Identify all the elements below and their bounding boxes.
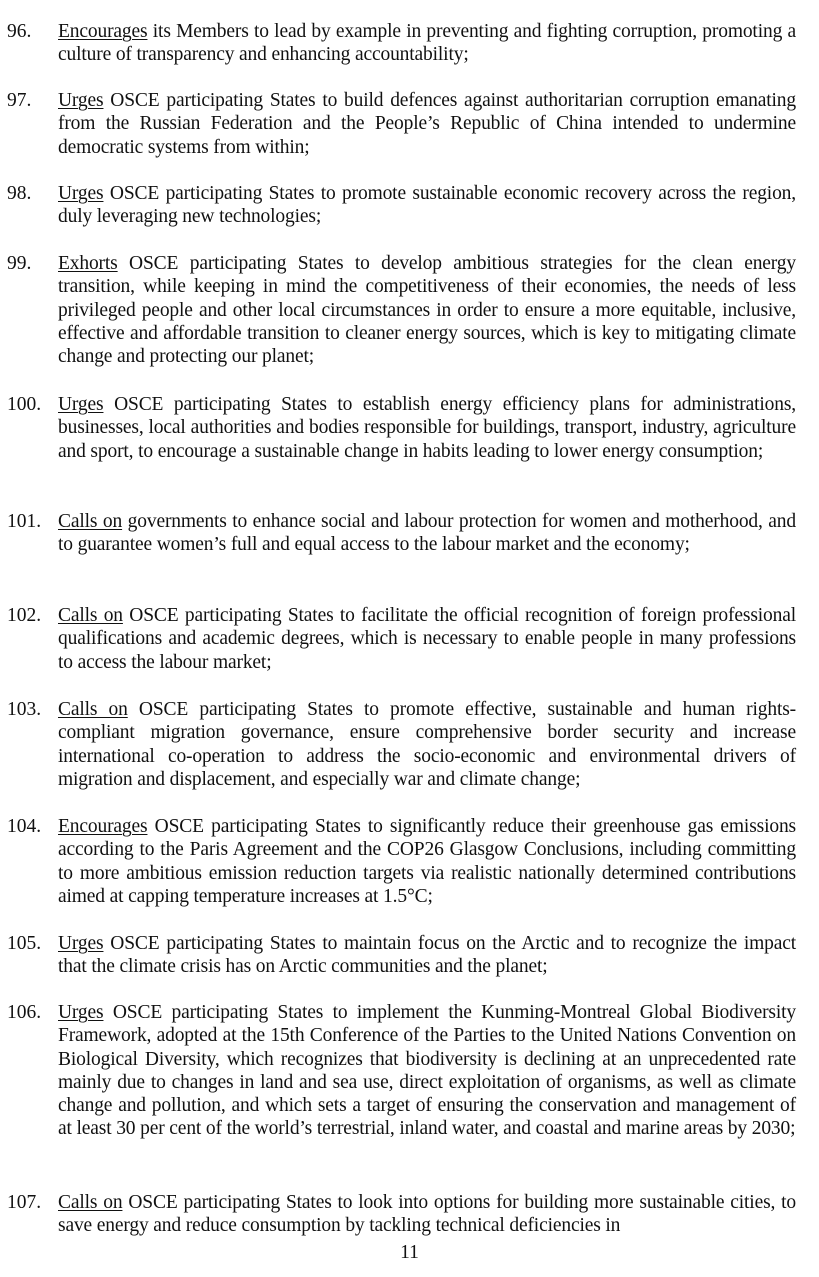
paragraph-body — [58, 604, 796, 674]
paragraph-text: its Members to lead by example in preventing and fighting corruption, promoting a culture of transparency and enhancing accountability; — [58, 21, 796, 66]
paragraph-number: 97. — [7, 90, 32, 111]
paragraph-body — [58, 1191, 796, 1238]
paragraph-text: OSCE participating States to promote effective, sustainable and human rights-compliant migration governance, ensure comprehensive border security and increase international co-operation to address the socio-economic and environmental drivers of migration and displacement, and especially war and climate change; — [58, 699, 796, 790]
paragraph-number: 99. — [7, 253, 32, 274]
paragraph-text: OSCE participating States to look into options for building more sustainable cities, to save energy and reduce consumption by tackling technical deficiencies in — [58, 1192, 797, 1237]
paragraph-number: 101. — [7, 511, 42, 532]
operative-verb: Urges — [58, 90, 104, 111]
operative-verb: Urges — [58, 394, 104, 415]
operative-verb: Encourages — [58, 21, 148, 42]
paragraph-text: OSCE participating States to develop ambitious strategies for the clean energy transition, while keeping in mind the competitiveness of their economies, the needs of less privileged people and other local circumstances in order to ensure a more equitable, inclusive, effective and affordable transition to cleaner energy sources, which is key to mitigating climate change and protecting our planet; — [58, 253, 796, 368]
paragraph-text: governments to enhance social and labour protection for women and motherhood, and to guarantee women’s full and equal access to the labour market and the economy; — [58, 511, 796, 556]
paragraph-text: OSCE participating States to facilitate the official recognition of foreign professional qualifications and academic degrees, which is necessary to enable people in many professions to access the labour market; — [58, 605, 796, 673]
operative-verb: Calls on — [58, 699, 128, 720]
operative-verb: Calls on — [58, 1192, 123, 1213]
paragraph-number: 104. — [7, 816, 42, 837]
paragraph-body — [58, 698, 796, 791]
operative-verb: Calls on — [58, 605, 123, 626]
paragraph-body — [58, 252, 796, 368]
page-number: 11 — [400, 1242, 419, 1263]
paragraph-body — [58, 1001, 796, 1141]
operative-verb: Urges — [58, 1002, 104, 1023]
paragraph-text: OSCE participating States to build defences against authoritarian corruption emanating from the Russian Federation and the People’s Republic of China intended to undermine democratic systems from within; — [58, 90, 796, 158]
paragraph-text: OSCE participating States to promote sustainable economic recovery across the region, duly leveraging new technologies; — [58, 183, 796, 228]
paragraph-number: 100. — [7, 394, 42, 415]
paragraph-body — [58, 932, 796, 979]
paragraph-number: 96. — [7, 21, 32, 42]
paragraph-text: OSCE participating States to implement the Kunming-Montreal Global Biodiversity Framework, adopted at the 15th Conference of the Parties to the United Nations Convention on Biological Diversity, which recognizes that biodiversity is declining at an unprecedented rate mainly due to changes in land and sea use, direct exploitation of organisms, as well as climate change and pollution, and which sets a target of ensuring the conservation and management of at least 30 per cent of the world’s terrestrial, inland water, and coastal and marine areas by 2030; — [58, 1002, 796, 1140]
paragraph-text: OSCE participating States to establish energy efficiency plans for administrations, businesses, local authorities and bodies responsible for buildings, transport, industry, agriculture and sport, to encourage a sustainable change in habits leading to lower energy consumption; — [58, 394, 796, 462]
paragraph-body — [58, 510, 796, 557]
paragraph-body — [58, 815, 796, 908]
operative-verb: Calls on — [58, 511, 123, 532]
paragraph-body — [58, 182, 796, 229]
paragraph-text: OSCE participating States to maintain focus on the Arctic and to recognize the impact that the climate crisis has on Arctic communities and the planet; — [58, 933, 796, 978]
paragraph-number: 106. — [7, 1002, 42, 1023]
operative-verb: Urges — [58, 933, 104, 954]
paragraph-number: 103. — [7, 699, 42, 720]
paragraph-number: 105. — [7, 933, 42, 954]
paragraph-body — [58, 20, 796, 67]
paragraph-number: 107. — [7, 1192, 42, 1213]
operative-verb: Exhorts — [58, 253, 118, 274]
operative-verb: Urges — [58, 183, 104, 204]
paragraph-number: 98. — [7, 183, 32, 204]
paragraph-body — [58, 89, 796, 159]
paragraph-number: 102. — [7, 605, 42, 626]
paragraph-body — [58, 393, 796, 463]
operative-verb: Encourages — [58, 816, 148, 837]
paragraph-text: OSCE participating States to significantly reduce their greenhouse gas emissions according to the Paris Agreement and the COP26 Glasgow Conclusions, including committing to more ambitious emission reduction targets via realistic nationally determined contributions aimed at capping temperature increases at 1.5°C; — [58, 816, 796, 907]
